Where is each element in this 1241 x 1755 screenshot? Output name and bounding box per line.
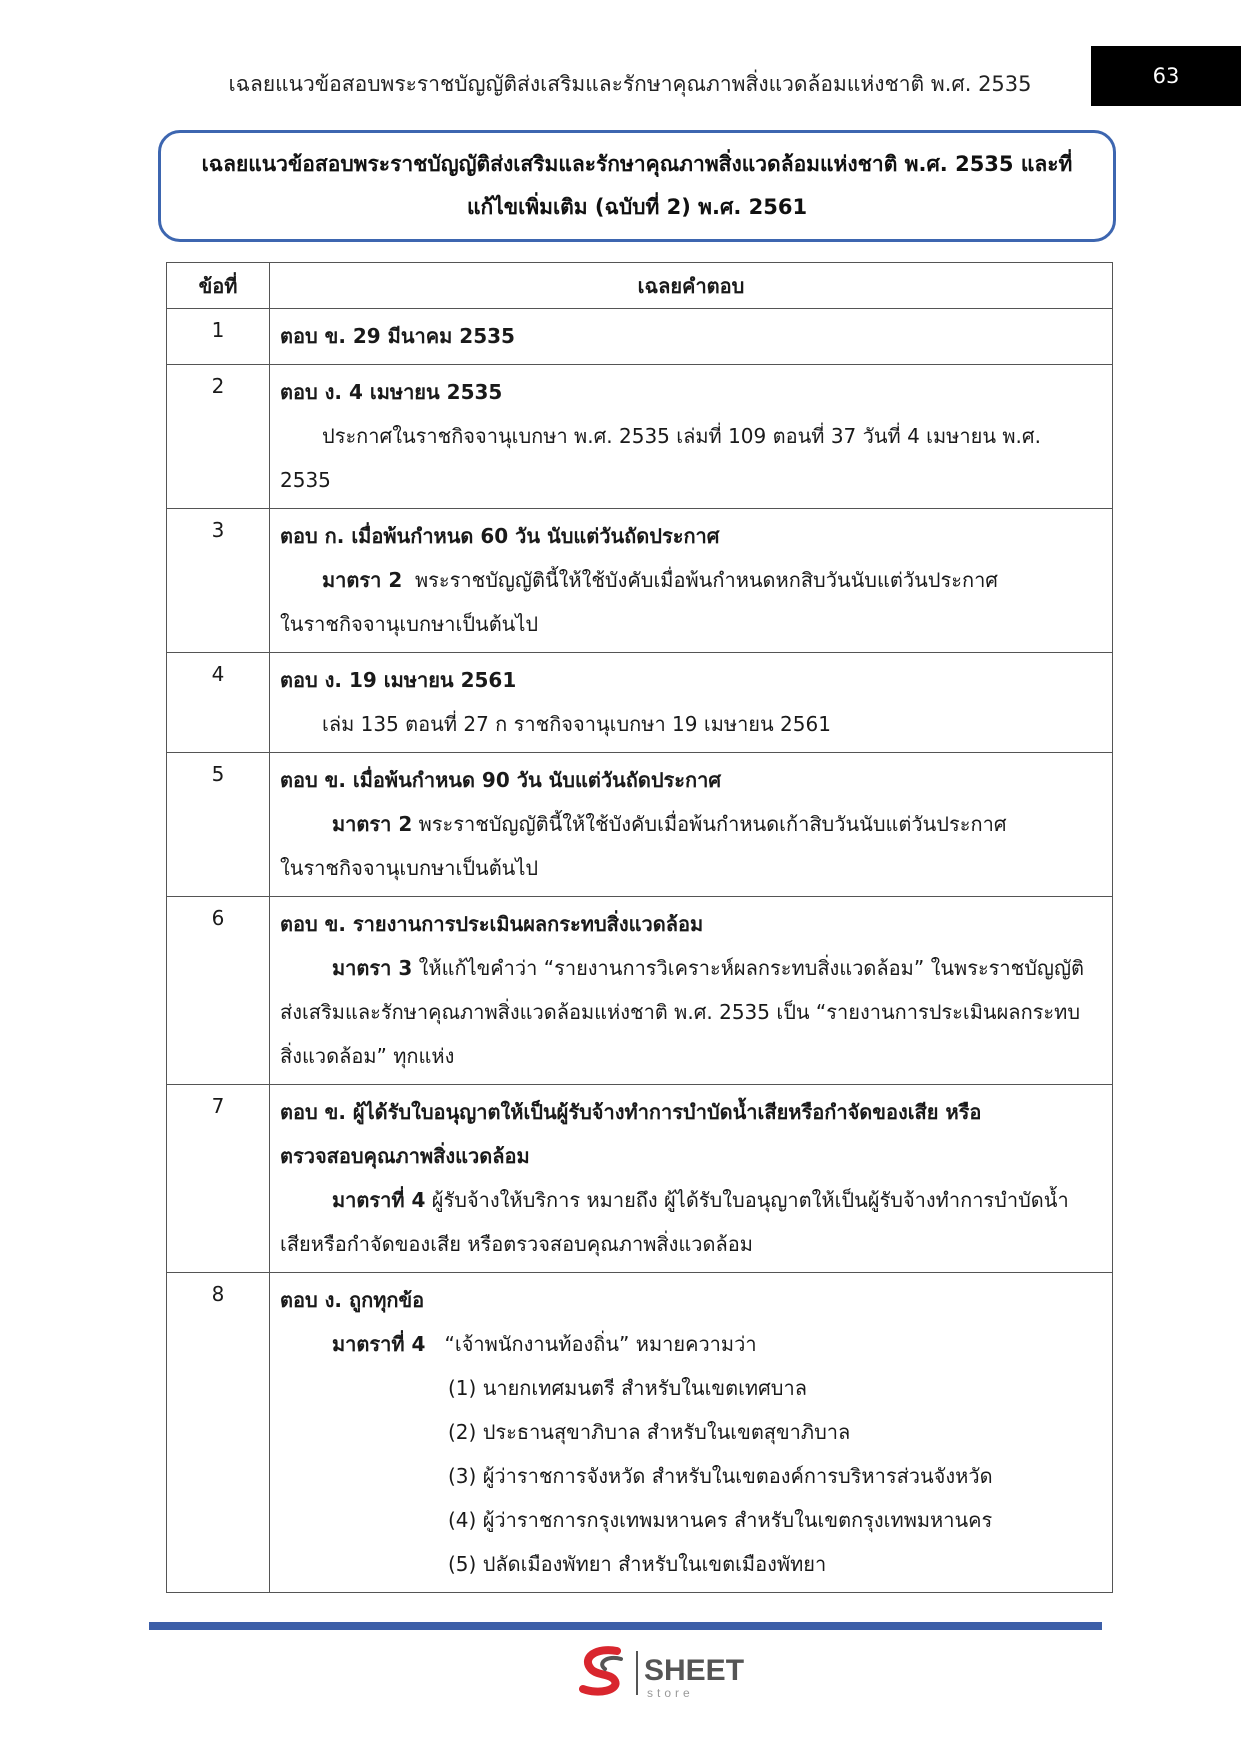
logo-subtext: store (647, 1686, 694, 1700)
answer-table (166, 262, 1113, 1593)
table-row (167, 1085, 1113, 1273)
column-header-number: ข้อที่ (167, 263, 270, 309)
explanation-line: เสียหรือกำจัดของเสีย หรือตรวจสอบคุณภาพสิ่งแวดล้อม (280, 1232, 753, 1256)
explanation-line: ในราชกิจจานุเบกษาเป็นต้นไป (280, 612, 539, 636)
running-header: เฉลยแนวข้อสอบพระราชบัญญัติส่งเสริมและรักษาคุณภาพสิ่งแวดล้อมแห่งชาติ พ.ศ. 2535 (228, 72, 1032, 96)
column-header-answer: เฉลยคำตอบ (270, 263, 1113, 309)
list-item: (1) นายกเทศมนตรี สำหรับในเขตเทศบาล (448, 1376, 807, 1400)
explanation-line: ประกาศในราชกิจจานุเบกษา พ.ศ. 2535 เล่มที่ 109 ตอนที่ 37 วันที่ 4 เมษายน พ.ศ. (322, 424, 1041, 448)
answer-text: ตอบ ข. เมื่อพ้นกำหนด 90 วัน นับแต่วันถัดประกาศ (280, 768, 722, 792)
table-row (167, 309, 1113, 365)
table-row (167, 653, 1113, 753)
answer-text: ตอบ ง. 19 เมษายน 2561 (280, 668, 517, 692)
table-row (167, 897, 1113, 1085)
table-header-row (167, 263, 1113, 309)
explanation-line (280, 1322, 1102, 1366)
section-label: มาตราที่ 4 (332, 1188, 426, 1212)
table-row (167, 365, 1113, 509)
row-number: 1 (167, 309, 270, 365)
explanation-line (280, 946, 1102, 990)
explanation-line: 2535 (280, 468, 331, 492)
row-number: 4 (167, 653, 270, 753)
row-answer-cell (270, 653, 1113, 753)
row-number: 2 (167, 365, 270, 509)
answer-text-continued: ตรวจสอบคุณภาพสิ่งแวดล้อม (280, 1144, 530, 1168)
list-item: (4) ผู้ว่าราชการกรุงเทพมหานคร สำหรับในเขตกรุงเทพมหานคร (448, 1508, 993, 1532)
explanation-line: สิ่งแวดล้อม” ทุกแห่ง (280, 1044, 455, 1068)
row-number: 7 (167, 1085, 270, 1273)
sheet-store-logo (577, 1645, 747, 1701)
row-answer-cell (270, 1085, 1113, 1273)
explanation-line (280, 558, 1102, 602)
logo-text: SHEET (644, 1654, 745, 1687)
answer-text: ตอบ ข. 29 มีนาคม 2535 (280, 324, 515, 348)
table-row (167, 1273, 1113, 1593)
title-line-1: เฉลยแนวข้อสอบพระราชบัญญัติส่งเสริมและรักษาคุณภาพสิ่งแวดล้อมแห่งชาติ พ.ศ. 2535 และที่ (201, 152, 1073, 176)
section-label: มาตราที่ 4 (332, 1332, 426, 1356)
row-answer-cell (270, 309, 1113, 365)
row-number: 3 (167, 509, 270, 653)
footer-rule (149, 1622, 1102, 1630)
answer-text: ตอบ ง. 4 เมษายน 2535 (280, 380, 503, 404)
section-text: “เจ้าพนักงานท้องถิ่น” หมายความว่า (444, 1332, 757, 1356)
row-number: 8 (167, 1273, 270, 1593)
row-number: 5 (167, 753, 270, 897)
answer-text: ตอบ ข. ผู้ได้รับใบอนุญาตให้เป็นผู้รับจ้างทำการบำบัดน้ำเสียหรือกำจัดของเสีย หรือ (280, 1100, 982, 1124)
answer-text: ตอบ ก. เมื่อพ้นกำหนด 60 วัน นับแต่วันถัดประกาศ (280, 524, 720, 548)
explanation-line: ในราชกิจจานุเบกษาเป็นต้นไป (280, 856, 539, 880)
section-label: มาตรา 3 (332, 956, 413, 980)
explanation-line (280, 1178, 1102, 1222)
row-answer-cell (270, 1273, 1113, 1593)
section-label: มาตรา 2 (322, 568, 403, 592)
section-text: ผู้รับจ้างให้บริการ หมายถึง ผู้ได้รับใบอนุญาตให้เป็นผู้รับจ้างทำการบำบัดน้ำ (431, 1188, 1069, 1212)
row-answer-cell (270, 509, 1113, 653)
answer-text: ตอบ ง. ถูกทุกข้อ (280, 1288, 425, 1312)
row-answer-cell (270, 897, 1113, 1085)
row-number: 6 (167, 897, 270, 1085)
row-answer-cell (270, 365, 1113, 509)
explanation-line (280, 802, 1102, 846)
list-item: (2) ประธานสุขาภิบาล สำหรับในเขตสุขาภิบาล (448, 1420, 851, 1444)
title-line-2: แก้ไขเพิ่มเติม (ฉบับที่ 2) พ.ศ. 2561 (466, 195, 808, 219)
answer-text: ตอบ ข. รายงานการประเมินผลกระทบสิ่งแวดล้อม (280, 912, 704, 936)
explanation-line: เล่ม 135 ตอนที่ 27 ก ราชกิจจานุเบกษา 19 เมษายน 2561 (322, 712, 831, 736)
list-item: (3) ผู้ว่าราชการจังหวัด สำหรับในเขตองค์การบริหารส่วนจังหวัด (448, 1464, 993, 1488)
section-text: พระราชบัญญัตินี้ให้ใช้บังคับเมื่อพ้นกำหนดเก้าสิบวันนับแต่วันประกาศ (418, 812, 1007, 836)
list-item: (5) ปลัดเมืองพัทยา สำหรับในเขตเมืองพัทยา (448, 1552, 827, 1576)
page-number: 63 (1091, 46, 1241, 106)
title-box (158, 130, 1116, 242)
section-label: มาตรา 2 (332, 812, 413, 836)
explanation-line: ส่งเสริมและรักษาคุณภาพสิ่งแวดล้อมแห่งชาติ พ.ศ. 2535 เป็น “รายงานการประเมินผลกระทบ (280, 1000, 1081, 1024)
table-row (167, 753, 1113, 897)
row-answer-cell (270, 753, 1113, 897)
table-row (167, 509, 1113, 653)
section-text: พระราชบัญญัตินี้ให้ใช้บังคับเมื่อพ้นกำหนดหกสิบวันนับแต่วันประกาศ (414, 568, 998, 592)
section-text: ให้แก้ไขคำว่า “รายงานการวิเคราะห์ผลกระทบสิ่งแวดล้อม” ในพระราชบัญญัติ (418, 956, 1084, 980)
